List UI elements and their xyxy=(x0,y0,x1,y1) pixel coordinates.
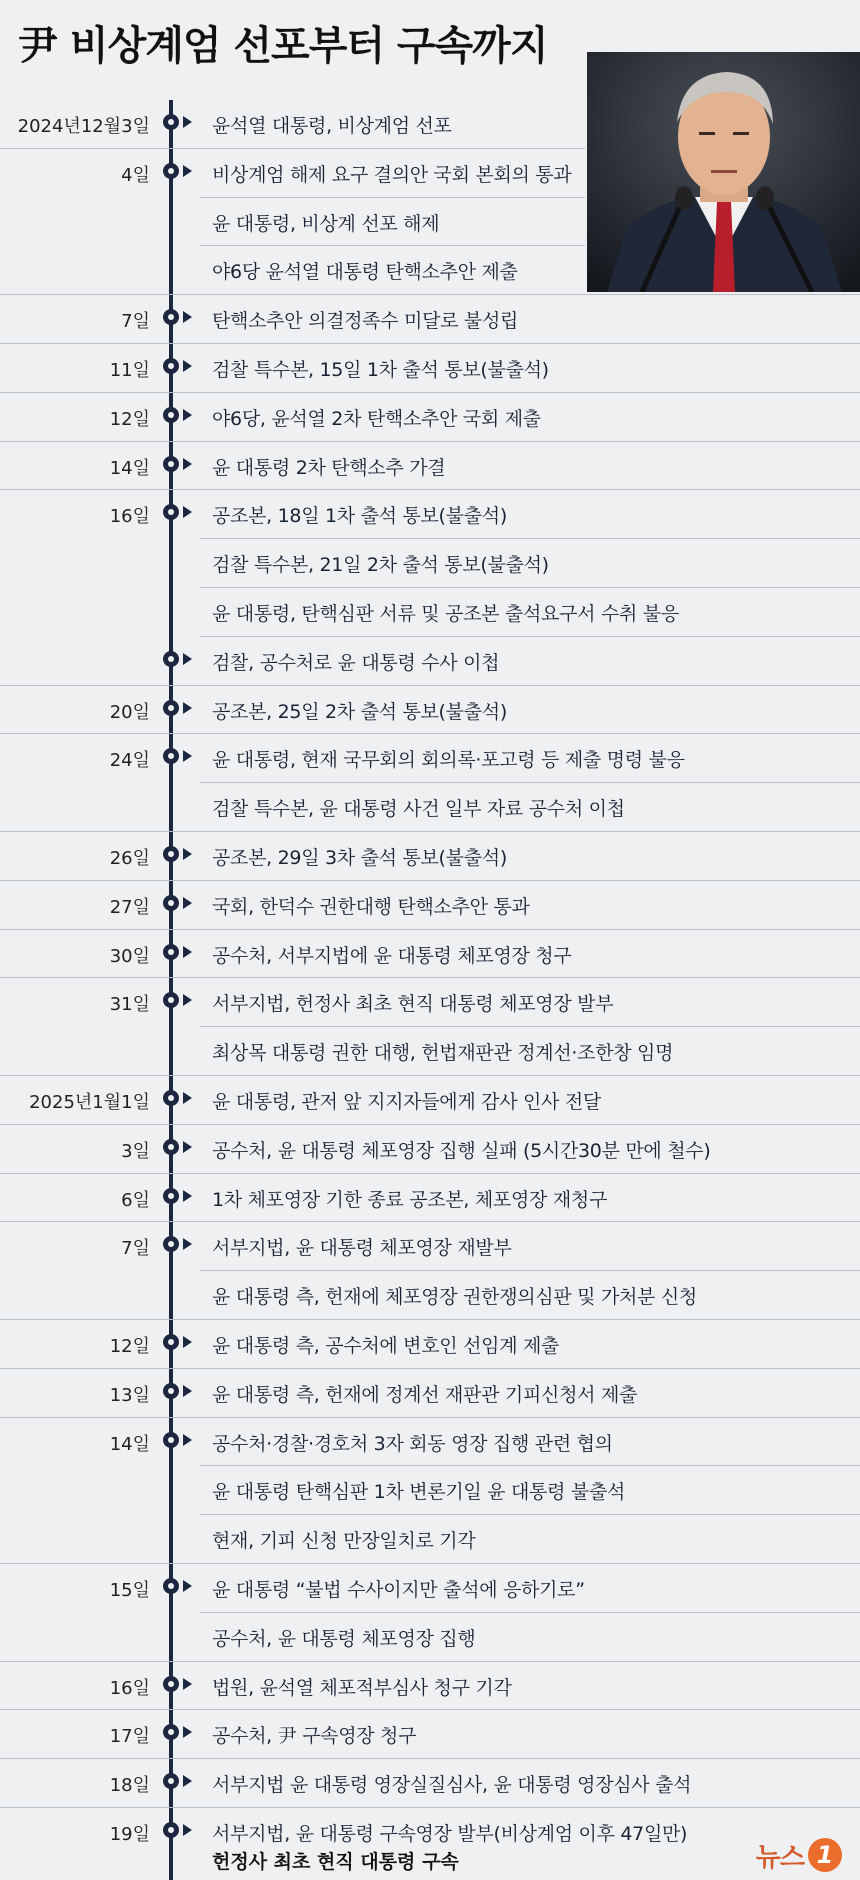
arrow-icon xyxy=(183,1678,192,1690)
timeline-row xyxy=(0,930,860,979)
timeline-event-emphasis: 헌정사 최초 현직 대통령 구속 xyxy=(212,1851,459,1873)
timeline-event: 서부지법 윤 대통령 영장실질심사, 윤 대통령 영장심사 출석 xyxy=(212,1774,692,1797)
timeline-marker xyxy=(163,1334,179,1350)
timeline-row xyxy=(0,149,860,198)
timeline-marker xyxy=(163,895,179,911)
arrow-icon xyxy=(183,1141,192,1153)
timeline-date: 16일 xyxy=(109,1677,150,1699)
timeline-marker xyxy=(163,1188,179,1204)
timeline-date: 2024년12월3일 xyxy=(17,116,150,137)
timeline-row xyxy=(0,1271,860,1320)
timeline-date: 2025년1월1일 xyxy=(29,1092,150,1113)
timeline-event: 윤 대통령 측, 헌재에 정계선 재판관 기피신청서 제출 xyxy=(212,1383,638,1406)
timeline-row xyxy=(0,1515,860,1564)
timeline-row xyxy=(0,1174,860,1223)
timeline-row xyxy=(0,100,860,149)
timeline-marker xyxy=(163,114,179,130)
timeline-row xyxy=(0,1466,860,1515)
arrow-icon xyxy=(183,360,192,372)
timeline-event: 비상계엄 해제 요구 결의안 국회 본회의 통과 xyxy=(212,163,572,186)
page-title: 尹 비상계엄 선포부터 구속까지 xyxy=(18,23,548,69)
arrow-icon xyxy=(183,750,192,762)
timeline-marker xyxy=(163,748,179,764)
timeline-marker xyxy=(163,1139,179,1155)
timeline-date: 30일 xyxy=(109,945,150,967)
timeline-row xyxy=(0,1076,860,1125)
timeline-row xyxy=(0,832,860,881)
timeline-marker xyxy=(163,1090,179,1106)
timeline-event: 검찰 특수본, 21일 2차 출석 통보(불출석) xyxy=(212,554,549,577)
arrow-icon xyxy=(183,311,192,323)
timeline-marker xyxy=(163,309,179,325)
timeline-date: 12일 xyxy=(109,408,150,430)
news1-logo xyxy=(756,1836,842,1874)
timeline-marker xyxy=(163,1676,179,1692)
timeline-event: 최상목 대통령 권한 대행, 헌법재판관 정계선·조한창 임명 xyxy=(212,1042,674,1065)
timeline-row xyxy=(0,881,860,930)
timeline-event: 검찰 특수본, 윤 대통령 사건 일부 자료 공수처 이첩 xyxy=(212,798,625,821)
timeline-event: 윤 대통령 측, 헌재에 체포영장 권한쟁의심판 및 가처분 신청 xyxy=(212,1286,697,1309)
timeline-marker xyxy=(163,1773,179,1789)
timeline-row xyxy=(0,588,860,637)
timeline-event: 공조본, 25일 2차 출석 통보(불출석) xyxy=(212,700,507,723)
timeline-marker xyxy=(163,944,179,960)
timeline-event: 야6당, 윤석열 2차 탄핵소추안 국회 제출 xyxy=(212,407,541,430)
arrow-icon xyxy=(183,1092,192,1104)
arrow-icon xyxy=(183,1775,192,1787)
timeline-marker xyxy=(163,1822,179,1838)
timeline-marker xyxy=(163,651,179,667)
timeline-event: 야6당 윤석열 대통령 탄핵소추안 제출 xyxy=(212,261,518,284)
timeline-date: 16일 xyxy=(109,506,150,528)
timeline-event: 탄핵소추안 의결정족수 미달로 불성립 xyxy=(212,310,519,333)
arrow-icon xyxy=(183,1434,192,1446)
timeline-event: 윤 대통령, 탄핵심판 서류 및 공조본 출석요구서 수취 불응 xyxy=(212,603,679,625)
arrow-icon xyxy=(183,1726,192,1738)
timeline-row xyxy=(0,1222,860,1271)
timeline-marker xyxy=(163,1432,179,1448)
timeline-row xyxy=(0,734,860,783)
timeline-marker xyxy=(163,700,179,716)
timeline-event: 공수처·경찰·경호처 3자 회동 영장 집행 관련 협의 xyxy=(212,1432,613,1455)
timeline-event: 윤 대통령, 현재 국무회의 회의록·포고령 등 제출 명령 불응 xyxy=(212,749,685,772)
timeline-row xyxy=(0,442,860,491)
timeline-row xyxy=(0,1662,860,1711)
timeline-event: 서부지법, 윤 대통령 구속영장 발부(비상계엄 이후 47일만) xyxy=(212,1823,688,1845)
timeline-event: 1차 체포영장 기한 종료 공조본, 체포영장 재청구 xyxy=(212,1188,607,1211)
timeline-row xyxy=(0,783,860,832)
arrow-icon xyxy=(183,897,192,909)
timeline-marker xyxy=(163,358,179,374)
arrow-icon xyxy=(183,848,192,860)
arrow-icon xyxy=(183,1824,192,1836)
timeline-date: 26일 xyxy=(109,848,150,869)
timeline-row xyxy=(0,1710,860,1759)
timeline-event: 국회, 한덕수 권한대행 탄핵소추안 통과 xyxy=(212,895,530,918)
timeline-event: 공수처, 윤 대통령 체포영장 집행 실패 (5시간30분 만에 철수) xyxy=(212,1139,711,1162)
timeline-event: 검찰 특수본, 15일 1차 출석 통보(불출석) xyxy=(212,359,549,381)
arrow-icon xyxy=(183,702,192,714)
timeline-date: 3일 xyxy=(121,1140,150,1162)
timeline-event: 윤 대통령, 관저 앞 지지자들에게 감사 인사 전달 xyxy=(212,1091,601,1113)
arrow-icon xyxy=(183,1385,192,1397)
arrow-icon xyxy=(183,116,192,128)
timeline-row xyxy=(0,1564,860,1613)
timeline-event: 서부지법, 헌정사 최초 현직 대통령 체포영장 발부 xyxy=(212,993,614,1016)
timeline-event: 공수처, 서부지법에 윤 대통령 체포영장 청구 xyxy=(212,944,572,967)
timeline-marker xyxy=(163,1578,179,1594)
arrow-icon xyxy=(183,1580,192,1592)
timeline-event: 윤 대통령 측, 공수처에 변호인 선임계 제출 xyxy=(212,1335,560,1357)
arrow-icon xyxy=(183,458,192,470)
timeline-row xyxy=(0,1027,860,1076)
timeline-date: 11일 xyxy=(109,360,150,381)
timeline-date: 14일 xyxy=(109,457,150,479)
timeline-row xyxy=(0,1418,860,1467)
timeline-date: 7일 xyxy=(121,1238,150,1260)
timeline-date: 13일 xyxy=(109,1384,150,1406)
timeline-row xyxy=(0,246,860,295)
logo-word: 뉴스 xyxy=(755,1842,804,1873)
arrow-icon xyxy=(183,506,192,518)
arrow-icon xyxy=(183,653,192,665)
timeline-event: 서부지법, 윤 대통령 체포영장 재발부 xyxy=(212,1237,512,1260)
timeline-row xyxy=(0,1369,860,1418)
timeline-event: 검찰, 공수처로 윤 대통령 수사 이첩 xyxy=(212,651,500,674)
arrow-icon xyxy=(183,1238,192,1250)
timeline-marker xyxy=(163,1236,179,1252)
arrow-icon xyxy=(183,946,192,958)
arrow-icon xyxy=(183,1190,192,1202)
timeline-date: 12일 xyxy=(109,1336,150,1357)
arrow-icon xyxy=(183,1336,192,1348)
timeline-marker xyxy=(163,407,179,423)
timeline-row xyxy=(0,978,860,1027)
timeline-row xyxy=(0,1759,860,1808)
timeline-marker xyxy=(163,1383,179,1399)
arrow-icon xyxy=(183,165,192,177)
timeline-date: 6일 xyxy=(121,1189,150,1211)
timeline-event: 공조본, 29일 3차 출석 통보(불출석) xyxy=(212,847,507,869)
timeline-row xyxy=(0,637,860,686)
timeline-date: 14일 xyxy=(109,1433,150,1455)
timeline-date: 19일 xyxy=(109,1824,150,1845)
timeline-row xyxy=(0,295,860,344)
timeline-date: 31일 xyxy=(109,994,150,1016)
timeline-event: 윤 대통령 2차 탄핵소추 가결 xyxy=(212,456,446,479)
timeline-date: 17일 xyxy=(109,1726,150,1748)
timeline-marker xyxy=(163,846,179,862)
timeline-marker xyxy=(163,1724,179,1740)
timeline-marker xyxy=(163,163,179,179)
timeline-date: 18일 xyxy=(109,1775,150,1797)
timeline-date: 20일 xyxy=(109,701,150,723)
timeline-marker xyxy=(163,992,179,1008)
timeline-event: 공수처, 윤 대통령 체포영장 집행 xyxy=(212,1627,476,1650)
timeline-date: 4일 xyxy=(121,164,150,186)
timeline-event: 윤석열 대통령, 비상계엄 선포 xyxy=(212,115,452,137)
timeline-event: 공수처, 尹 구속영장 청구 xyxy=(212,1725,417,1748)
logo-badge: 1 xyxy=(808,1838,842,1872)
timeline-event: 법원, 윤석열 체포적부심사 청구 기각 xyxy=(212,1676,512,1699)
timeline-row xyxy=(0,1125,860,1174)
arrow-icon xyxy=(183,409,192,421)
timeline-date: 27일 xyxy=(109,896,150,918)
timeline-marker xyxy=(163,504,179,520)
timeline-row xyxy=(0,539,860,588)
timeline-row xyxy=(0,1320,860,1369)
timeline-date: 24일 xyxy=(109,750,150,772)
timeline-date: 7일 xyxy=(121,311,150,333)
timeline-event: 윤 대통령 탄핵심판 1차 변론기일 윤 대통령 불출석 xyxy=(212,1481,626,1504)
timeline-row xyxy=(0,393,860,442)
timeline-event: 윤 대통령, 비상계 선포 해제 xyxy=(212,212,440,235)
timeline-row xyxy=(0,1613,860,1662)
timeline-row xyxy=(0,344,860,393)
timeline-event: 윤 대통령 “불법 수사이지만 출석에 응하기로” xyxy=(212,1579,585,1601)
timeline-row xyxy=(0,198,860,247)
timeline-row xyxy=(0,686,860,735)
timeline-event: 현재, 기피 신청 만장일치로 기각 xyxy=(212,1530,476,1553)
timeline-event: 공조본, 18일 1차 출석 통보(불출석) xyxy=(212,505,507,528)
arrow-icon xyxy=(183,994,192,1006)
timeline-row xyxy=(0,490,860,539)
timeline-marker xyxy=(163,456,179,472)
timeline-date: 15일 xyxy=(109,1580,150,1601)
